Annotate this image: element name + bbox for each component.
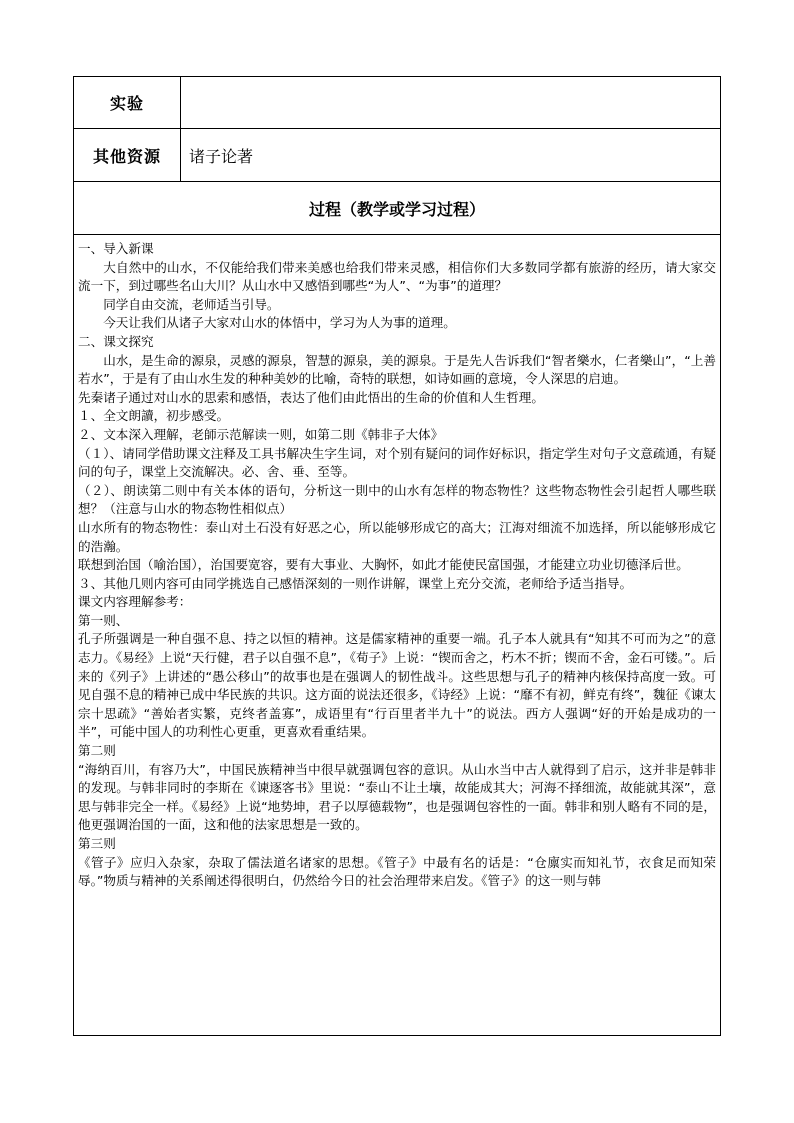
experiment-row — [74, 77, 720, 129]
content-paragraph: “海纳百川，有容乃大”，中国民族精神当中很早就强调包容的意识。从山水当中古人就得到了启示，这并非是韩非的发现。与韩非同时的李斯在《谏逐客书》里说：“泰山不让土壤，故能成其大；河海不择细流，故能就其深”，意思与韩非完全一样。《易经》上说“地势坤，君子以厚德载物”，也是强调包容性的一面。韩非和别人略有不同的是，他更强调治国的一面，这和他的法家思想是一致的。 — [78, 761, 716, 833]
content-paragraph: 山水，是生命的源泉，灵感的源泉，智慧的源泉，美的源泉。于是先人告诉我们“智者樂水，仁者樂山”，“上善若水”，于是有了由山水生发的种种美妙的比喻，奇特的联想，如诗如画的意境，令人深思的启迪。 — [78, 352, 716, 387]
resources-value: 诸子论著 — [189, 146, 254, 166]
process-header-row — [74, 182, 720, 235]
content-paragraph: 二、课文探究 — [78, 333, 154, 349]
content-paragraph: 一、导入新课 — [78, 241, 154, 256]
experiment-label: 实验 — [74, 77, 181, 128]
content-paragraph: 今天让我们从诸子大家对山水的体悟中，学习为人为事的道理。 — [103, 315, 456, 331]
content-paragraph: １、全文朗讀，初步感受。 — [78, 408, 230, 424]
process-title: 过程（教学或学习过程） — [308, 199, 485, 219]
resources-label: 其他资源 — [74, 129, 181, 181]
content-paragraph: （１）、请同学借助课文注释及工具书解决生字生词，对个别有疑问的词作好标识，指定学生对句子文意疏通，有疑问的句子，课堂上交流解决。必、舍、垂、至等。 — [78, 445, 716, 480]
content-paragraph: 课文内容理解参考： — [78, 594, 192, 610]
resources-row — [74, 129, 720, 182]
content-paragraph: 大自然中的山水，不仅能给我们带来美感也给我们带来灵感，相信你们大多数同学都有旅游的经历，请大家交流一下，到过哪些名山大川？从山水中又感悟到哪些“为人”、“为事”的道理？ — [78, 259, 716, 294]
content-paragraph: 第二则 — [78, 743, 116, 759]
content-paragraph: 《管子》应归入杂家，杂取了儒法道名诸家的思想。《管子》中最有名的话是：“仓廪实而知礼节，衣食足而知荣辱。”物质与精神的关系阐述得很明白，仍然给今日的社会治理带来启发。《管子》的这一则与韩 — [78, 854, 716, 889]
content-paragraph: 第三则 — [78, 836, 116, 851]
lesson-plan-table — [73, 76, 721, 1036]
process-content — [74, 236, 720, 891]
content-paragraph: ３、其他几则内容可由同学挑选自己感悟深刻的一则作讲解，课堂上充分交流，老师给予适当指导。 — [78, 575, 633, 591]
experiment-value — [181, 77, 720, 128]
content-paragraph: （２）、朗读第二则中有关本体的语句，分析这一則中的山水有怎样的物态物性？这些物态物性会引起哲人哪些联想？（注意与山水的物态物性相似点） — [78, 482, 716, 517]
content-paragraph: 孔子所强调是一种自强不息、持之以恒的精神。这是儒家精神的重要一端。孔子本人就具有“知其不可而为之”的意志力。《易经》上说“天行健，君子以自强不息”，《荀子》上说：“锲而舍之，朽木不折；锲而不舍，金石可镂。”。后来的《列子》上讲述的“愚公移山”的故事也是在强调人的韧性战斗。这些思想与孔子的精神内核保持高度一致。可见自强不息的精神已成中华民族的共识。这方面的说法还很多，《诗经》上说：“靡不有初，鲜克有终”，魏征《谏太宗十思疏》“善始者实繁，克终者盖寡”，成语里有“行百里者半九十”的说法。西方人强调“好的开始是成功的一半”，可能中国人的功利性心更重，更喜欢看重结果。 — [78, 631, 716, 740]
content-paragraph: 同学自由交流，老师适当引导。 — [103, 296, 280, 312]
content-paragraph: 先秦诸子通过对山水的思索和感悟，表达了他们由此悟出的生命的价值和人生哲理。 — [78, 389, 544, 405]
content-paragraph: 第一则、 — [78, 612, 129, 628]
content-paragraph: 山水所有的物态物性：泰山对土石没有好恶之心，所以能够形成它的高大；江海对细流不加选择，所以能够形成它的浩瀚。 — [78, 519, 716, 554]
content-paragraph: ２、文本深入理解，老師示范解读一则，如第二則《韩非子大体》 — [78, 426, 444, 442]
content-paragraph: 联想到治国（喻治国），治国要宽容，要有大事业、大胸怀，如此才能使民富国强，才能建立功业切德泽后世。 — [78, 557, 689, 573]
